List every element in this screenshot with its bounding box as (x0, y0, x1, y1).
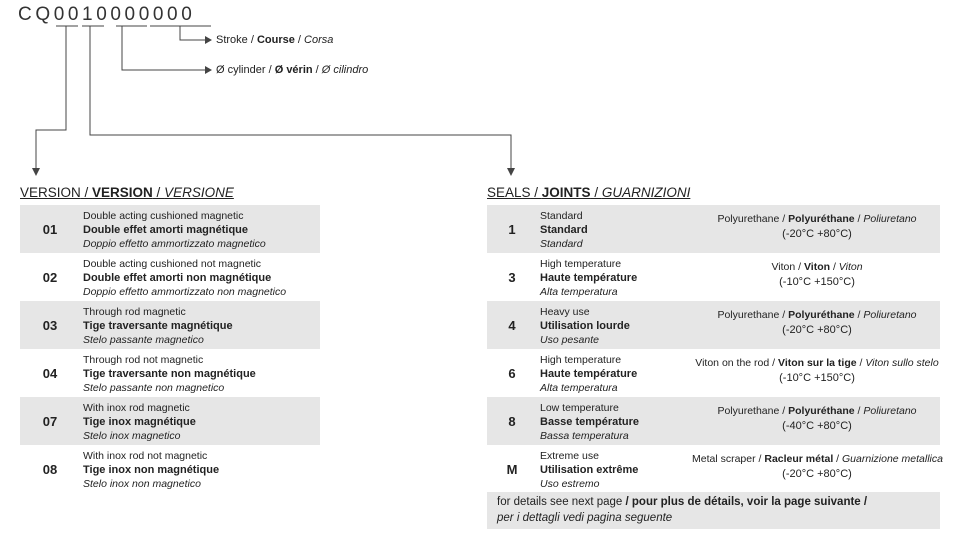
version-desc-en: Double acting cushioned magnetic (83, 210, 244, 222)
version-row (20, 253, 320, 301)
version-desc-fr: Tige traversante magnétique (83, 320, 233, 332)
version-description (83, 449, 219, 491)
seal-material-fr: Viton (803, 261, 831, 273)
seal-desc-fr: Utilisation extrême (540, 464, 639, 476)
seal-desc-fr: Haute température (540, 368, 638, 380)
seal-temperature-range: (-10°C +150°C) (779, 276, 855, 288)
seal-desc-it: Uso estremo (540, 478, 600, 490)
seal-desc-en: High temperature (540, 354, 622, 366)
version-desc-en: Through rod magnetic (83, 306, 186, 318)
seal-temperature-range: (-20°C +80°C) (782, 324, 852, 336)
seal-code: 1 (508, 221, 516, 237)
seals-title: SEALS / JOINTS / GUARNIZIONI (487, 185, 691, 200)
seal-desc-it: Alta temperatura (540, 286, 618, 298)
seal-code: M (506, 461, 518, 477)
seal-material-fr: Polyuréthane (788, 213, 855, 225)
version-description (83, 401, 196, 443)
seal-material-fr: Racleur métal (764, 453, 834, 465)
seal-row (487, 397, 940, 445)
seal-description (540, 401, 639, 443)
seal-material-it: Poliuretano (863, 309, 917, 321)
seal-material-fr: Polyuréthane (788, 309, 855, 321)
seal-desc-fr: Standard (540, 224, 588, 236)
seal-material-names: Polyurethane / Polyuréthane / Poliuretano (717, 405, 917, 417)
seal-desc-it: Alta temperatura (540, 382, 618, 394)
version-row (20, 301, 320, 349)
version-desc-en: Through rod not magnetic (83, 354, 204, 366)
seals-footer-note: for details see next page / pour plus de détails, voir la page suivante / per i dettagli vedi pagina seguente (487, 492, 940, 529)
seal-material-names: Metal scraper / Racleur métal / Guarnizione metallica (692, 453, 943, 465)
seal-description (540, 209, 588, 251)
version-row (20, 397, 320, 445)
seals-table (487, 205, 943, 493)
seal-row (487, 253, 940, 301)
version-description (83, 305, 233, 347)
seal-material-en: Polyurethane (717, 309, 780, 321)
version-desc-it: Stelo inox non magnetico (83, 478, 201, 490)
version-desc-fr: Double effet amorti magnétique (83, 224, 249, 236)
seal-material-fr: Polyuréthane (788, 405, 855, 417)
seal-material (692, 212, 942, 242)
version-description (83, 257, 286, 299)
seal-material-en: Polyurethane (717, 405, 780, 417)
version-desc-it: Stelo passante non magnetico (83, 382, 225, 394)
seal-material-it: Viton sullo stelo (865, 357, 939, 369)
version-code: 04 (42, 365, 58, 381)
version-table (20, 205, 320, 493)
seal-code: 6 (508, 365, 516, 381)
seal-material (692, 452, 942, 482)
seal-desc-en: Heavy use (540, 306, 590, 318)
seal-description (540, 353, 637, 395)
seal-description (540, 305, 630, 347)
seal-material (692, 404, 942, 434)
version-desc-it: Doppio effetto ammortizzato magnetico (83, 238, 266, 250)
seal-row (487, 445, 943, 493)
version-code: 03 (42, 317, 58, 333)
version-row (20, 205, 320, 253)
seal-description (540, 449, 638, 491)
seal-material-names: Polyurethane / Polyuréthane / Poliuretano (717, 213, 917, 225)
seal-desc-it: Standard (540, 238, 583, 250)
version-code: 08 (42, 461, 58, 477)
seal-material-names: Viton / Viton / Viton (771, 261, 863, 273)
version-desc-fr: Tige traversante non magnétique (83, 368, 256, 380)
seal-material-en: Polyurethane (717, 213, 780, 225)
seal-desc-it: Uso pesante (540, 334, 599, 346)
seal-desc-en: High temperature (540, 258, 622, 270)
seal-desc-en: Low temperature (540, 402, 619, 414)
seal-material-it: Poliuretano (863, 405, 917, 417)
stroke-label: Stroke / Course / Corsa (216, 34, 334, 46)
version-description (83, 353, 256, 395)
cylinder-label: Ø cylinder / Ø vérin / Ø cilindro (216, 64, 369, 76)
seal-desc-fr: Haute température (540, 272, 638, 284)
seal-row (487, 205, 940, 253)
seal-material-fr: Viton sur la tige (778, 357, 857, 369)
version-desc-en: With inox rod not magnetic (83, 450, 208, 462)
seal-temperature-range: (-20°C +80°C) (782, 468, 852, 480)
seal-material (692, 308, 942, 338)
version-code: 07 (42, 413, 58, 429)
version-description (83, 209, 266, 251)
seal-material (692, 356, 942, 386)
seal-material-en: Metal scraper (692, 453, 756, 465)
seal-code: 4 (508, 317, 516, 333)
seal-desc-fr: Utilisation lourde (540, 320, 630, 332)
version-desc-it: Doppio effetto ammortizzato non magnetico (83, 286, 287, 298)
seal-row (487, 301, 940, 349)
version-desc-en: With inox rod magnetic (83, 402, 190, 414)
version-title: VERSION / VERSION / VERSIONE (20, 185, 234, 200)
seal-row (487, 349, 940, 397)
seal-material-it: Viton (838, 261, 863, 273)
seal-material-en: Viton (771, 261, 796, 273)
seal-material-names: Polyurethane / Polyuréthane / Poliuretano (717, 309, 917, 321)
seal-material-it: Poliuretano (863, 213, 917, 225)
seal-material-names: Viton on the rod / Viton sur la tige / Viton sullo stelo (695, 357, 939, 369)
seal-desc-fr: Basse température (540, 416, 640, 428)
version-code: 01 (42, 221, 58, 237)
version-desc-fr: Tige inox magnétique (83, 416, 196, 428)
seal-code: 3 (508, 269, 516, 285)
seal-material-it: Guarnizione metallica (842, 453, 943, 465)
seal-material-en: Viton on the rod (695, 357, 770, 369)
version-code: 02 (42, 269, 58, 285)
version-desc-fr: Tige inox non magnétique (83, 464, 220, 476)
version-desc-en: Double acting cushioned not magnetic (83, 258, 262, 270)
product-code: CQ0010000000 (18, 4, 196, 25)
version-desc-it: Stelo inox magnetico (83, 430, 181, 442)
version-row (20, 349, 320, 397)
seal-desc-en: Extreme use (540, 450, 599, 462)
version-desc-fr: Double effet amorti non magnétique (83, 272, 272, 284)
seal-temperature-range: (-20°C +80°C) (782, 228, 852, 240)
version-desc-it: Stelo passante magnetico (83, 334, 204, 346)
seal-desc-it: Bassa temperatura (540, 430, 629, 442)
seal-code: 8 (508, 413, 516, 429)
version-row (20, 445, 320, 493)
seal-temperature-range: (-40°C +80°C) (782, 420, 852, 432)
seal-description (540, 257, 637, 299)
seal-material (692, 260, 942, 290)
seal-temperature-range: (-10°C +150°C) (779, 372, 855, 384)
seal-desc-en: Standard (540, 210, 583, 222)
